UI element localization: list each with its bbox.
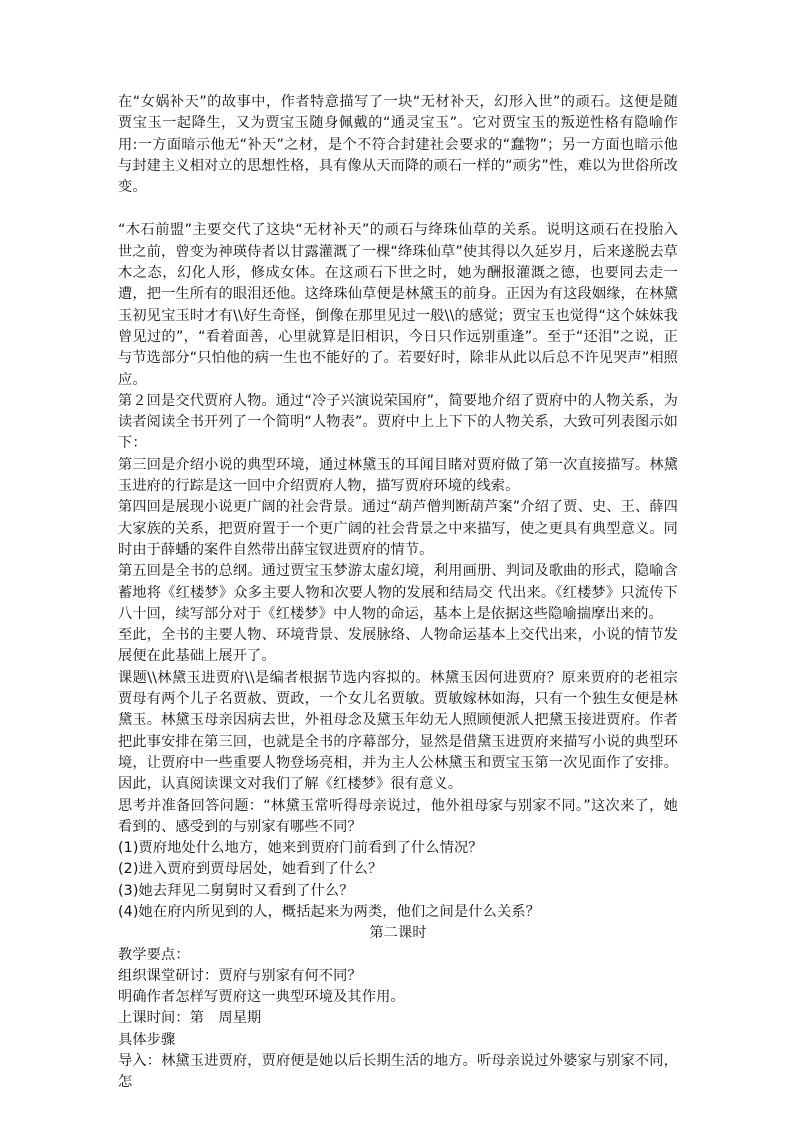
paragraph-chapter-2: 第２回是交代贾府人物。通过“冷子兴演说荣国府”，简要地介绍了贾府中的人物关系，为读者阅读全书开列了一个简明“人物表”。贾府中上上下下的人物关系，大致可列表图示如下： [118,392,678,452]
question-1: (1)贾府地处什么地方，她来到贾府门前看到了什么情况？ [118,840,483,857]
paragraph-chapter-3: 第三回是介绍小说的典型环境，通过林黛玉的耳闻目睹对贾府做了第一次直接描写。林黛玉进府的行踪是这一回中介绍贾府人物，描写贾府环境的线索。 [118,456,678,495]
teaching-point-2: 明确作者怎样写贾府这一典型环境及其作用。 [118,989,405,1006]
teaching-points-label: 教学要点： [118,946,190,963]
paragraph-gap [118,198,678,220]
intro-paragraph: 导入：林黛玉进贾府，贾府便是她以后长期生活的地方。听母亲说过外婆家与别家不同，怎 [118,1053,678,1091]
question-4: (4)她在府内所见到的人，概括起来为两类，他们之间是什么关系？ [118,903,540,920]
section-title: 第二课时 [369,925,427,942]
paragraph-lesson-topic: 课题\\林黛玉进贾府\\是编者根据节选内容拟的。林黛玉因何进贾府？原来贾府的老祖宗贾母有两个儿子名贾赦、贾政，一个女儿名贾敏。贾敏嫁林如海，只有一个独生女便是林黛玉。林黛玉母亲因病去世，外祖母念及黛玉年幼无人照顾便派人把黛玉接进贾府。作者把此事安排在第三回，也就是全书的序幕部分，显然是借黛玉进贾府来描写小说的典型环境，让贾府中一些重要人物登场亮相，并为主人公林黛玉和贾宝玉第一次见面作了安排。因此，认真阅读课文对我们了解《红楼梦》很有意义。 [118,669,678,793]
paragraph-wood-stone-covenant: “木石前盟”主要交代了这块“无材补天”的顽石与绛珠仙草的关系。说明这顽石在投胎入世之前，曾变为神瑛侍者以甘露灌溉了一棵“绛珠仙草”使其得以久延岁月，后来遂脱去草木之态，幻化人形，修成女体。在这顽石下世之时，她为酬报灌溉之德，也要同去走一遭，把一生所有的眼泪还他。这绛珠仙草便是林黛玉的前身。正因为有这段姻缘，在林黛玉初见宝玉时才有\\好生奇怪，倒像在那里见过一般\\的感觉；贾宝玉也觉得“这个妹妹我曾见过的”，“看着面善，心里就算是旧相识，今日只作远别重逢”。至于“还泪”之说，正与节选部分“只怕他的病一生也不能好的了。若要好时，除非从此以后总不许见哭声”相照应。 [118,222,678,388]
class-time: 上课时间：第 周星期 [118,1010,262,1027]
teaching-point-1: 组织课堂研讨：贾府与别家有何不同？ [118,967,362,984]
paragraph-chapter-5: 第五回是全书的总纲。通过贾宝玉梦游太虚幻境，利用画册、判词及歌曲的形式，隐喻含蓄地将《红楼梦》众多主要人物和次要人物的发展和结局交 代出来。《红楼梦》只流传下八十回，续写部分对于《红楼梦》中人物的命运，基本上是依据这些隐喻揣摩出来的。 [118,563,678,622]
paragraph-stone: 在“女娲补天”的故事中，作者特意描写了一块“无材补天，幻形入世”的顽石。这便是随贾宝玉一起降生，又为贾宝玉随身佩戴的“通灵宝玉”。它对贾宝玉的叛逆性格有隐喻作用:一方面暗示他无“补天”之材，是个不符合封建社会要求的“蠢物”；另一方面也暗示他与封建主义相对立的思想性格，具有像从天而降的顽石一样的“顽劣”性，难以为世俗所改变。 [118,94,678,196]
paragraph-chapter-4: 第四回是展现小说更广阔的社会背景。通过“葫芦僧判断葫芦案”介绍了贾、史、王、薛四大家族的关系，把贾府置于一个更广阔的社会背景之中来描写，使之更具有典型意义。同时由于薛蟠的案件自然带出薛宝钗进贾府的情节。 [118,499,678,558]
question-2: (2)进入贾府到贾母居处，她看到了什么？ [118,861,383,878]
paragraph-summary: 至此，全书的主要人物、环境背景、发展脉络、人物命运基本上交代出来，小说的情节发展便在此基础上展开了。 [118,627,678,665]
document-page [118,92,678,1094]
steps-label: 具体步骤 [118,1031,176,1048]
question-3: (3)她去拜见二舅舅时又看到了什么？ [118,882,354,899]
paragraph-question-intro: 思考并准备回答问题：“林黛玉常听得母亲说过，他外祖母家与别家不同。”这次来了，她看到的、感受到的与别家有哪些不同？ [118,797,678,835]
